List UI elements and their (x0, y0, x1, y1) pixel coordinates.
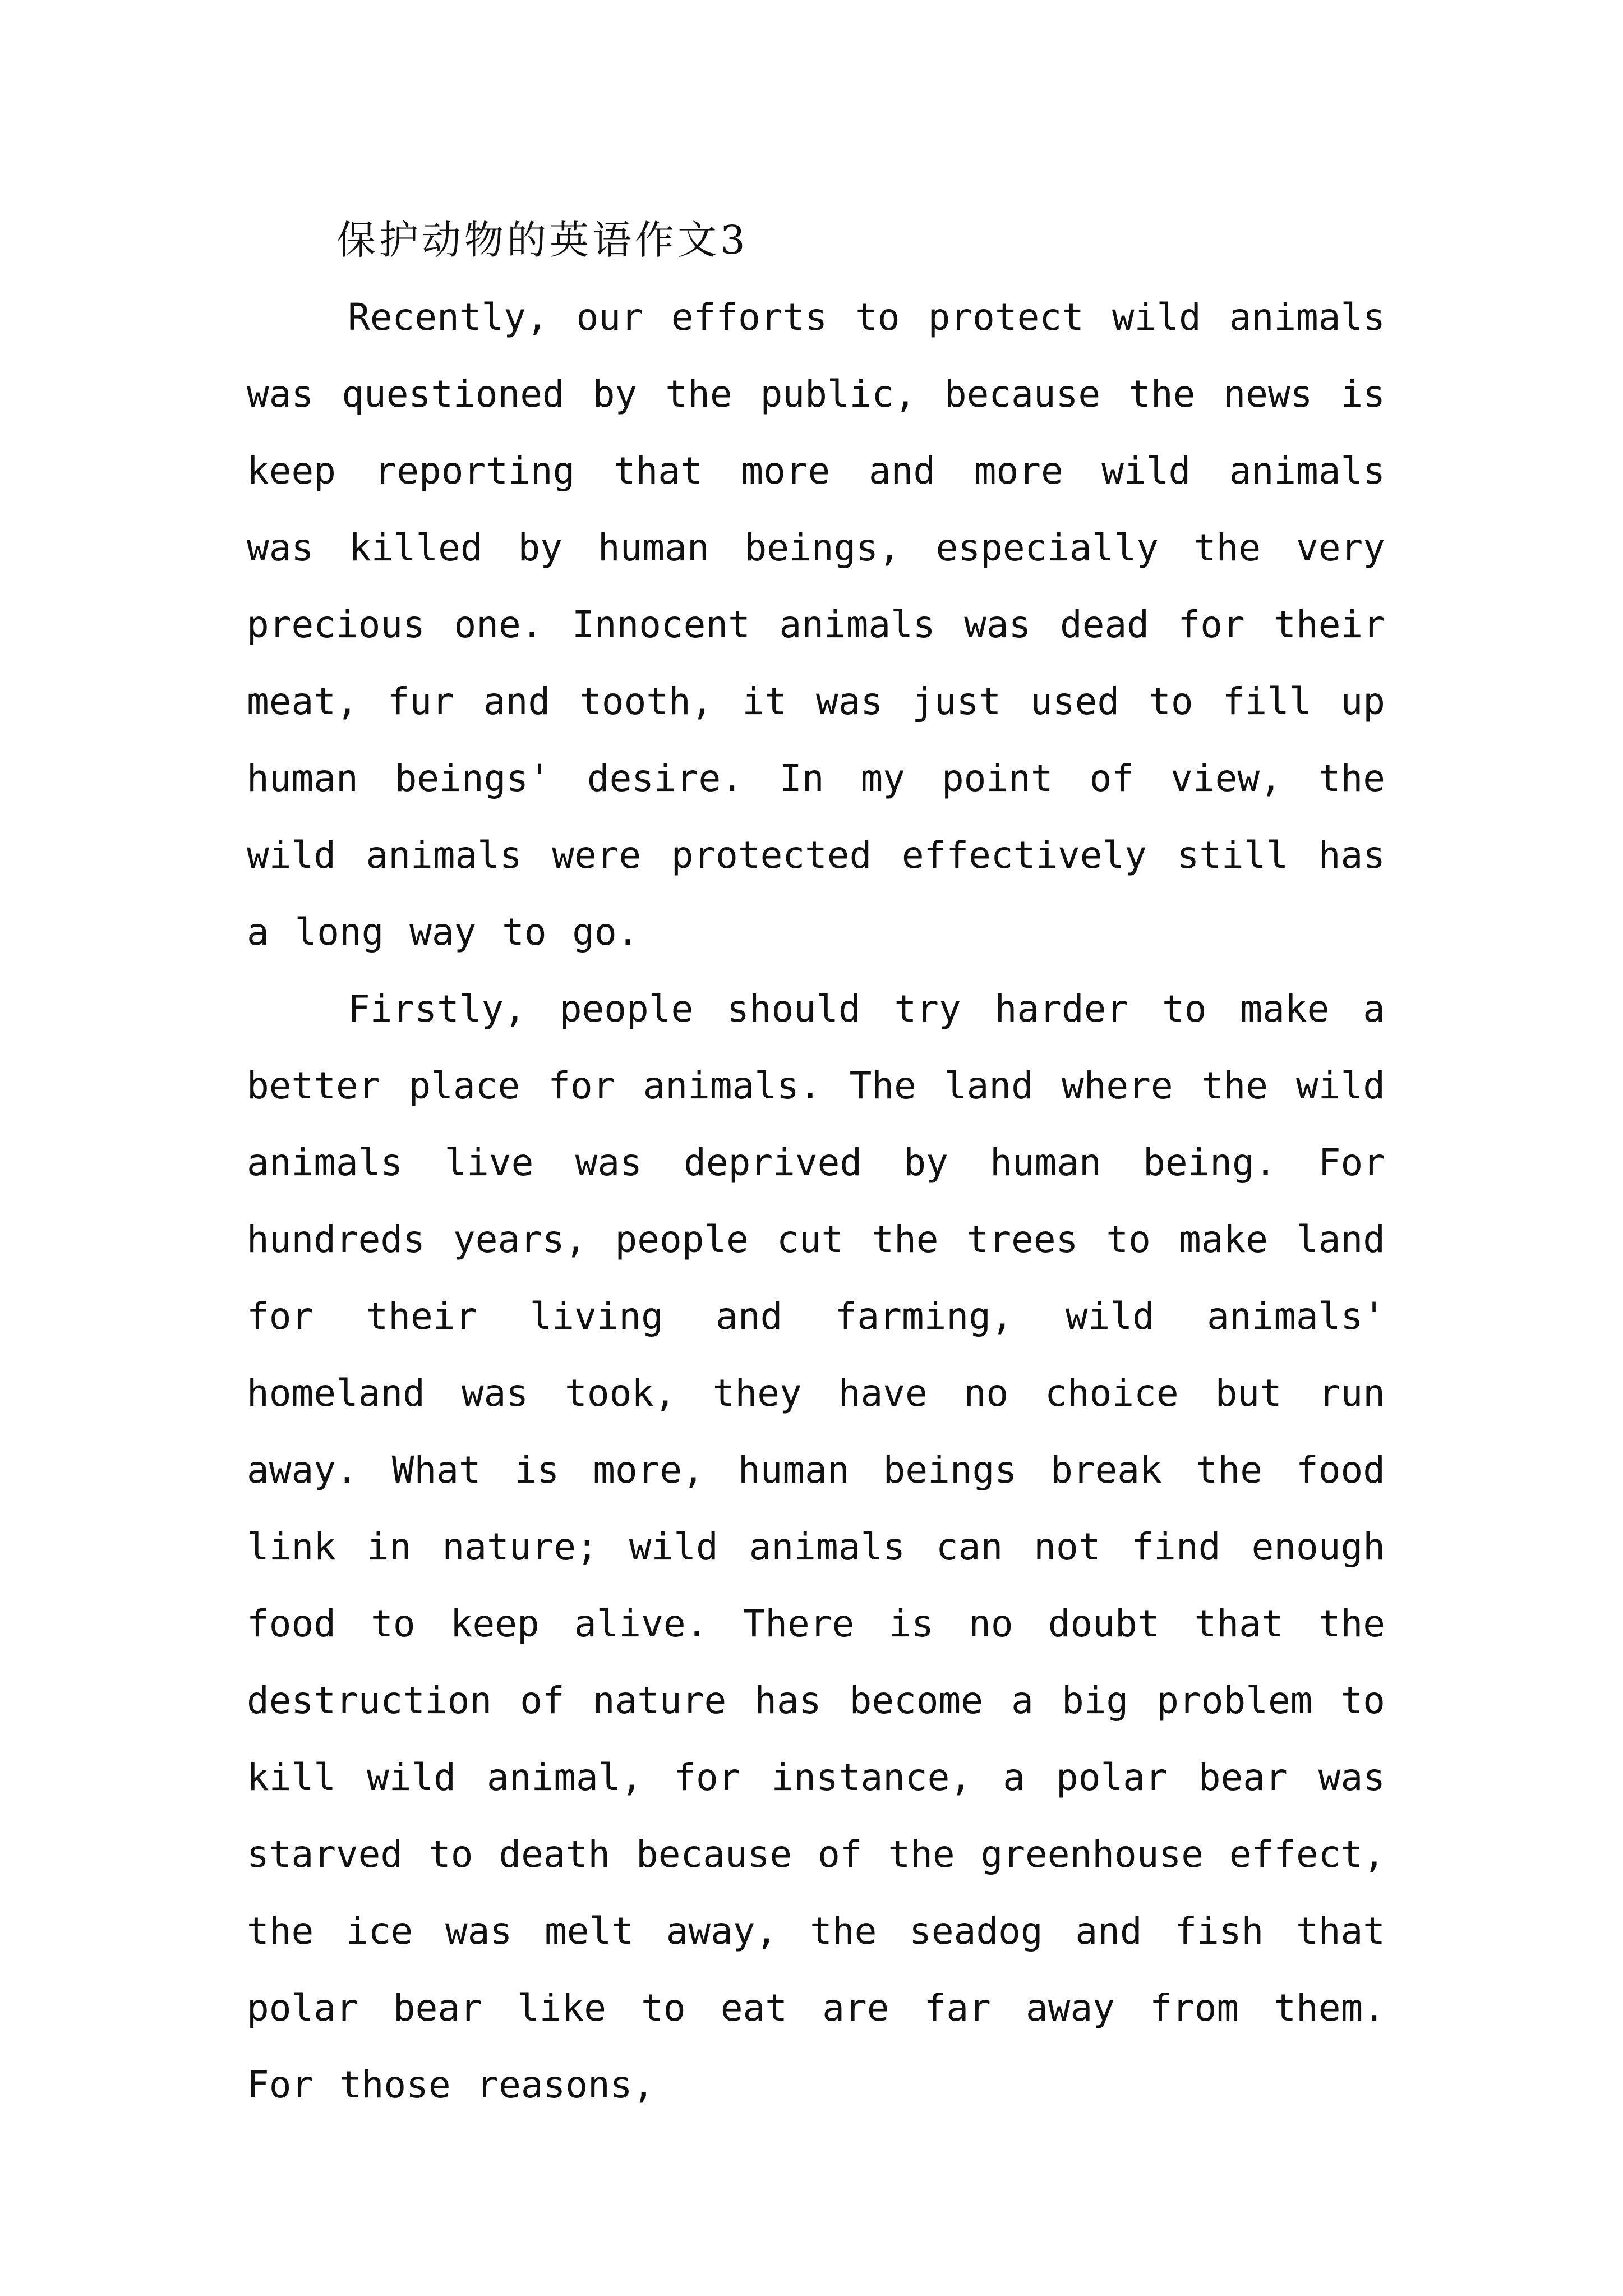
document-body (247, 202, 1385, 2123)
paragraph-1: Recently, our efforts to protect wild animals was questioned by the public, because the news is keep reporting that more and more wild animals was killed by human beings, especially the very precious one. Innocent animals was dead for their meat, fur and tooth, it was just used to fill up human beings' desire. In my point of view, the wild animals were protected effectively still has a long way to go. (247, 296, 1385, 954)
paragraph-2: Firstly, people should try harder to make a better place for animals. The land where the wild animals live was deprived by human being. For hundreds years, people cut the trees to make land for their living and farming, wild animals' homeland was took, they have no choice but run away. What is more, human beings break the food link in nature; wild animals can not find enough food to keep alive. There is no doubt that the destruction of nature has become a big problem to kill wild animal, for instance, a polar bear was starved to death because of the greenhouse effect, the ice was melt away, the seadog and fish that polar bear like to eat are far away from them. For those reasons, (247, 987, 1385, 2106)
document-title: 保护动物的英语作文3 (336, 217, 749, 263)
